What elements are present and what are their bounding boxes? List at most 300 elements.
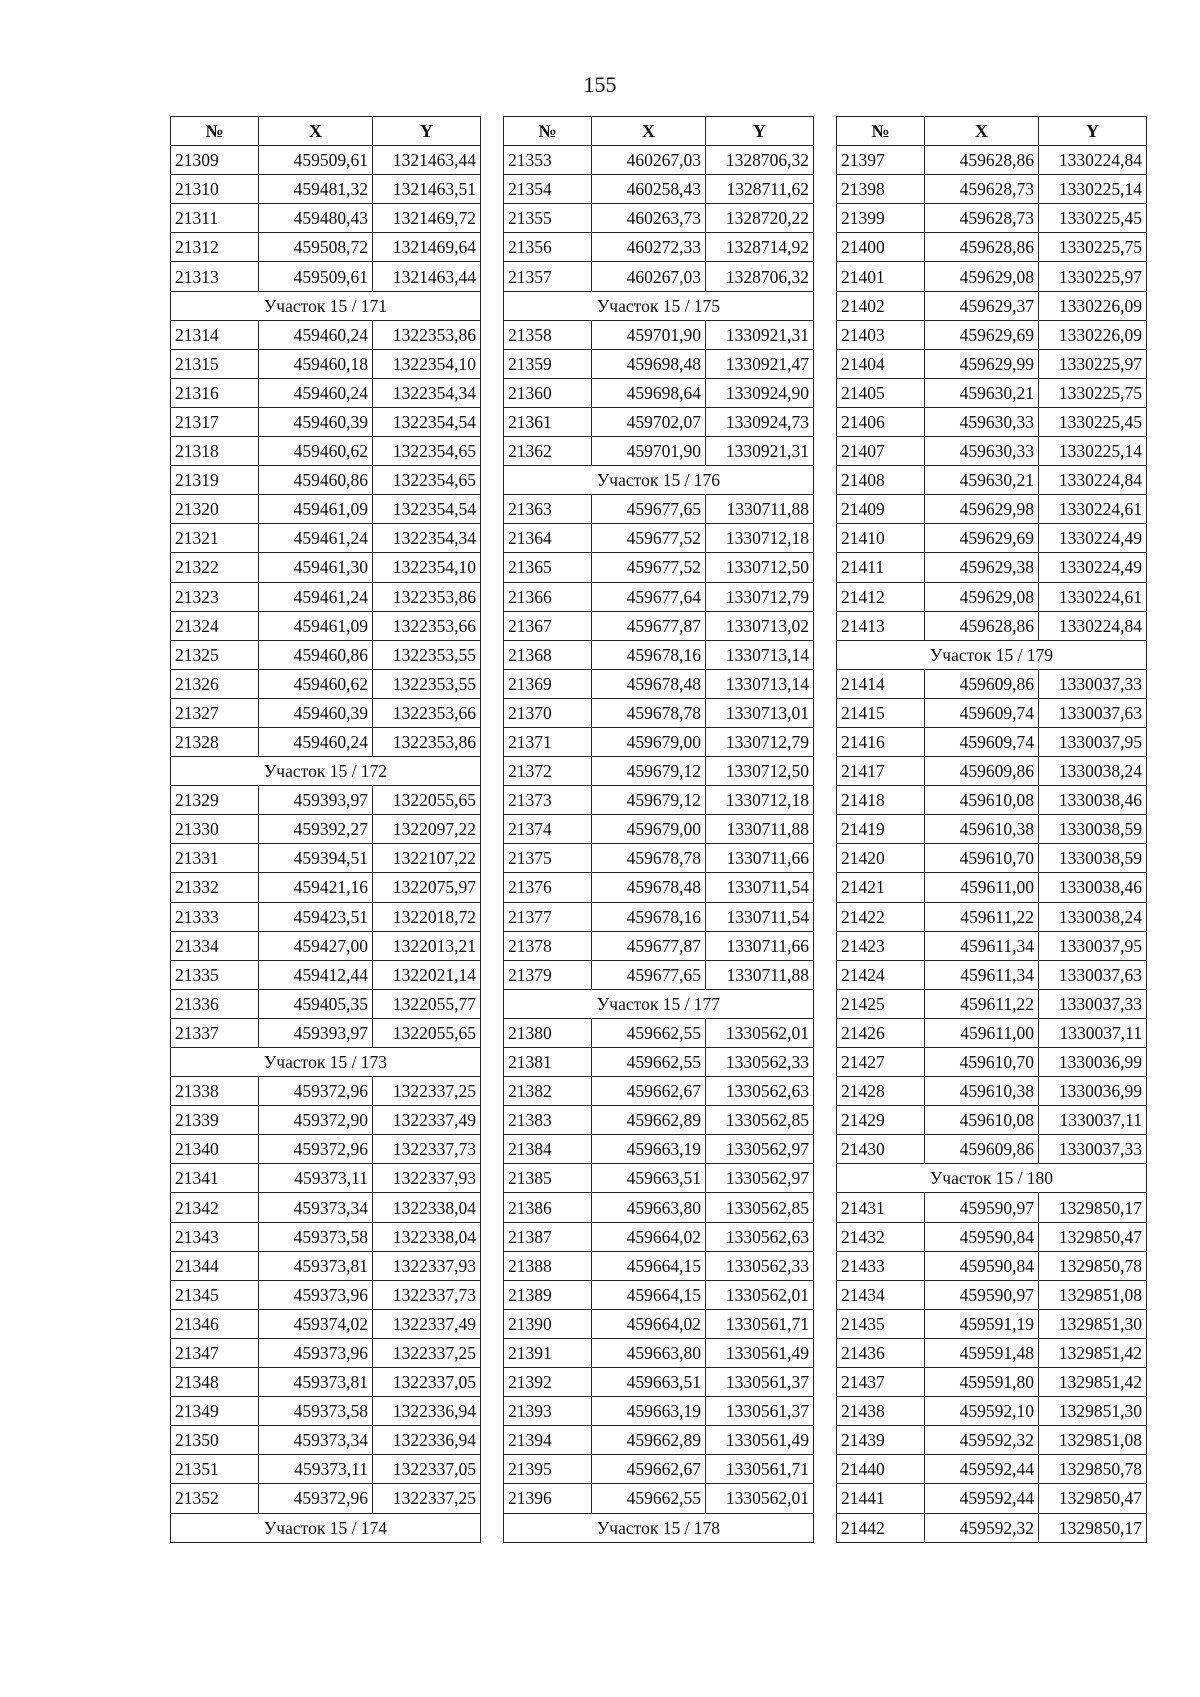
point-number-cell: 21319: [171, 466, 259, 495]
table-row: [171, 727, 481, 756]
section-row: [171, 757, 481, 786]
table-row: [171, 175, 481, 204]
y-coordinate-cell: 1321463,51: [373, 175, 481, 204]
point-number-cell: 21332: [171, 873, 259, 902]
point-number-cell: 21358: [504, 320, 592, 349]
y-coordinate-cell: 1322354,65: [373, 466, 481, 495]
table-row: [837, 873, 1147, 902]
y-coordinate-cell: 1322353,55: [373, 669, 481, 698]
table-row: [837, 204, 1147, 233]
table-row: [837, 407, 1147, 436]
x-coordinate-cell: 459592,32: [925, 1426, 1039, 1455]
point-number-cell: 21314: [171, 320, 259, 349]
table-row: [504, 727, 814, 756]
point-number-cell: 21404: [837, 349, 925, 378]
page-number: 155: [583, 72, 617, 97]
table-row: [504, 524, 814, 553]
y-coordinate-cell: 1330225,75: [1039, 378, 1147, 407]
point-number-cell: 21439: [837, 1426, 925, 1455]
x-coordinate-cell: 459373,96: [259, 1280, 373, 1309]
point-number-cell: 21365: [504, 553, 592, 582]
y-coordinate-cell: 1330562,33: [706, 1048, 814, 1077]
point-number-cell: 21387: [504, 1222, 592, 1251]
point-number-cell: 21438: [837, 1397, 925, 1426]
table-row: [504, 1484, 814, 1513]
table-row: [504, 815, 814, 844]
x-coordinate-cell: 459393,97: [259, 1018, 373, 1047]
table-row: [171, 437, 481, 466]
table-row: [837, 727, 1147, 756]
header-number: №: [837, 117, 925, 146]
point-number-cell: 21322: [171, 553, 259, 582]
point-number-cell: 21331: [171, 844, 259, 873]
point-number-cell: 21440: [837, 1455, 925, 1484]
x-coordinate-cell: 459677,65: [592, 960, 706, 989]
x-coordinate-cell: 459609,74: [925, 698, 1039, 727]
x-coordinate-cell: 460267,03: [592, 262, 706, 291]
y-coordinate-cell: 1330037,95: [1039, 931, 1147, 960]
x-coordinate-cell: 459663,80: [592, 1338, 706, 1367]
x-coordinate-cell: 459678,16: [592, 640, 706, 669]
table-row: [504, 1368, 814, 1397]
point-number-cell: 21342: [171, 1193, 259, 1222]
point-number-cell: 21373: [504, 786, 592, 815]
section-title: Участок 15 / 179: [837, 640, 1147, 669]
point-number-cell: 21406: [837, 407, 925, 436]
table-header-row: [504, 117, 814, 146]
table-row: [837, 1309, 1147, 1338]
y-coordinate-cell: 1330561,71: [706, 1309, 814, 1338]
point-number-cell: 21341: [171, 1164, 259, 1193]
x-coordinate-cell: 459372,90: [259, 1106, 373, 1135]
y-coordinate-cell: 1330037,95: [1039, 727, 1147, 756]
x-coordinate-cell: 459629,98: [925, 495, 1039, 524]
x-coordinate-cell: 459662,55: [592, 1018, 706, 1047]
table-row: [171, 1251, 481, 1280]
x-coordinate-cell: 459629,08: [925, 262, 1039, 291]
table-row: [837, 1106, 1147, 1135]
x-coordinate-cell: 459374,02: [259, 1309, 373, 1338]
y-coordinate-cell: 1322354,34: [373, 524, 481, 553]
point-number-cell: 21357: [504, 262, 592, 291]
y-coordinate-cell: 1330712,79: [706, 582, 814, 611]
y-coordinate-cell: 1321469,72: [373, 204, 481, 233]
x-coordinate-cell: 459662,67: [592, 1455, 706, 1484]
table-row: [837, 1513, 1147, 1542]
section-title: Участок 15 / 173: [171, 1048, 481, 1077]
x-coordinate-cell: 459373,81: [259, 1368, 373, 1397]
table-row: [504, 553, 814, 582]
x-coordinate-cell: 459677,87: [592, 611, 706, 640]
point-number-cell: 21417: [837, 757, 925, 786]
y-coordinate-cell: 1322353,86: [373, 320, 481, 349]
y-coordinate-cell: 1330921,31: [706, 437, 814, 466]
point-number-cell: 21388: [504, 1251, 592, 1280]
table-row: [171, 407, 481, 436]
table-row: [171, 815, 481, 844]
y-coordinate-cell: 1322337,25: [373, 1338, 481, 1367]
table-row: [837, 902, 1147, 931]
point-number-cell: 21363: [504, 495, 592, 524]
y-coordinate-cell: 1328706,32: [706, 262, 814, 291]
x-coordinate-cell: 459591,48: [925, 1338, 1039, 1367]
table-row: [171, 989, 481, 1018]
point-number-cell: 21370: [504, 698, 592, 727]
y-coordinate-cell: 1322336,94: [373, 1426, 481, 1455]
table-row: [504, 262, 814, 291]
table-row: [837, 1338, 1147, 1367]
table-header-row: [171, 117, 481, 146]
y-coordinate-cell: 1322337,05: [373, 1368, 481, 1397]
y-coordinate-cell: 1330225,75: [1039, 233, 1147, 262]
x-coordinate-cell: 459412,44: [259, 960, 373, 989]
point-number-cell: 21320: [171, 495, 259, 524]
y-coordinate-cell: 1330224,49: [1039, 553, 1147, 582]
y-coordinate-cell: 1330713,01: [706, 698, 814, 727]
x-coordinate-cell: 459373,58: [259, 1222, 373, 1251]
y-coordinate-cell: 1330226,09: [1039, 320, 1147, 349]
point-number-cell: 21420: [837, 844, 925, 873]
table-row: [504, 786, 814, 815]
table-row: [171, 1309, 481, 1338]
table-row: [171, 349, 481, 378]
point-number-cell: 21412: [837, 582, 925, 611]
table-row: [837, 1397, 1147, 1426]
table-header-row: [837, 117, 1147, 146]
section-title: Участок 15 / 174: [171, 1513, 481, 1542]
table-row: [504, 582, 814, 611]
y-coordinate-cell: 1322336,94: [373, 1397, 481, 1426]
point-number-cell: 21421: [837, 873, 925, 902]
y-coordinate-cell: 1330713,14: [706, 669, 814, 698]
x-coordinate-cell: 459405,35: [259, 989, 373, 1018]
x-coordinate-cell: 459611,34: [925, 960, 1039, 989]
y-coordinate-cell: 1322337,25: [373, 1484, 481, 1513]
table-row: [837, 786, 1147, 815]
x-coordinate-cell: 459611,22: [925, 902, 1039, 931]
y-coordinate-cell: 1330036,99: [1039, 1077, 1147, 1106]
x-coordinate-cell: 459460,86: [259, 466, 373, 495]
table-row: [504, 320, 814, 349]
table-row: [504, 1338, 814, 1367]
x-coordinate-cell: 459678,78: [592, 698, 706, 727]
x-coordinate-cell: 459423,51: [259, 902, 373, 931]
point-number-cell: 21347: [171, 1338, 259, 1367]
y-coordinate-cell: 1330713,02: [706, 611, 814, 640]
table-row: [504, 669, 814, 698]
point-number-cell: 21409: [837, 495, 925, 524]
point-number-cell: 21310: [171, 175, 259, 204]
header-y: Y: [1039, 117, 1147, 146]
y-coordinate-cell: 1330037,33: [1039, 989, 1147, 1018]
y-coordinate-cell: 1330562,63: [706, 1077, 814, 1106]
table-row: [504, 960, 814, 989]
y-coordinate-cell: 1330712,50: [706, 757, 814, 786]
point-number-cell: 21379: [504, 960, 592, 989]
x-coordinate-cell: 459628,86: [925, 146, 1039, 175]
x-coordinate-cell: 459372,96: [259, 1077, 373, 1106]
point-number-cell: 21350: [171, 1426, 259, 1455]
point-number-cell: 21416: [837, 727, 925, 756]
x-coordinate-cell: 459509,61: [259, 262, 373, 291]
point-number-cell: 21423: [837, 931, 925, 960]
header-x: X: [259, 117, 373, 146]
x-coordinate-cell: 459630,21: [925, 378, 1039, 407]
table-row: [504, 1251, 814, 1280]
table-row: [171, 902, 481, 931]
y-coordinate-cell: 1330225,45: [1039, 407, 1147, 436]
header-y: Y: [373, 117, 481, 146]
x-coordinate-cell: 459592,44: [925, 1455, 1039, 1484]
point-number-cell: 21436: [837, 1338, 925, 1367]
x-coordinate-cell: 460258,43: [592, 175, 706, 204]
point-number-cell: 21311: [171, 204, 259, 233]
table-row: [837, 146, 1147, 175]
y-coordinate-cell: 1330225,45: [1039, 204, 1147, 233]
y-coordinate-cell: 1330037,33: [1039, 669, 1147, 698]
table-row: [837, 757, 1147, 786]
x-coordinate-cell: 459591,19: [925, 1309, 1039, 1338]
point-number-cell: 21432: [837, 1222, 925, 1251]
y-coordinate-cell: 1322021,14: [373, 960, 481, 989]
coordinates-table: [836, 116, 1147, 1543]
y-coordinate-cell: 1330036,99: [1039, 1048, 1147, 1077]
point-number-cell: 21375: [504, 844, 592, 873]
table-row: [171, 1193, 481, 1222]
y-coordinate-cell: 1322018,72: [373, 902, 481, 931]
y-coordinate-cell: 1329851,30: [1039, 1309, 1147, 1338]
table-row: [171, 873, 481, 902]
y-coordinate-cell: 1330711,66: [706, 931, 814, 960]
x-coordinate-cell: 459610,08: [925, 786, 1039, 815]
point-number-cell: 21442: [837, 1513, 925, 1542]
point-number-cell: 21371: [504, 727, 592, 756]
y-coordinate-cell: 1322353,66: [373, 698, 481, 727]
point-number-cell: 21329: [171, 786, 259, 815]
x-coordinate-cell: 459610,38: [925, 815, 1039, 844]
y-coordinate-cell: 1321463,44: [373, 262, 481, 291]
point-number-cell: 21330: [171, 815, 259, 844]
table-row: [504, 378, 814, 407]
table-row: [837, 815, 1147, 844]
point-number-cell: 21410: [837, 524, 925, 553]
y-coordinate-cell: 1330038,46: [1039, 786, 1147, 815]
x-coordinate-cell: 459508,72: [259, 233, 373, 262]
x-coordinate-cell: 459677,65: [592, 495, 706, 524]
coordinates-table: [170, 116, 481, 1543]
y-coordinate-cell: 1322337,49: [373, 1309, 481, 1338]
table-row: [171, 931, 481, 960]
table-row: [837, 320, 1147, 349]
point-number-cell: 21326: [171, 669, 259, 698]
y-coordinate-cell: 1330225,14: [1039, 437, 1147, 466]
x-coordinate-cell: 459372,96: [259, 1135, 373, 1164]
x-coordinate-cell: 459629,69: [925, 524, 1039, 553]
y-coordinate-cell: 1330712,18: [706, 786, 814, 815]
x-coordinate-cell: 459592,10: [925, 1397, 1039, 1426]
y-coordinate-cell: 1322107,22: [373, 844, 481, 873]
x-coordinate-cell: 459628,73: [925, 204, 1039, 233]
point-number-cell: 21353: [504, 146, 592, 175]
y-coordinate-cell: 1329851,42: [1039, 1338, 1147, 1367]
table-row: [837, 291, 1147, 320]
point-number-cell: 21435: [837, 1309, 925, 1338]
table-row: [171, 495, 481, 524]
x-coordinate-cell: 459373,34: [259, 1426, 373, 1455]
x-coordinate-cell: 459373,11: [259, 1164, 373, 1193]
section-title: Участок 15 / 172: [171, 757, 481, 786]
y-coordinate-cell: 1322013,21: [373, 931, 481, 960]
table-row: [504, 495, 814, 524]
header-x: X: [925, 117, 1039, 146]
point-number-cell: 21334: [171, 931, 259, 960]
point-number-cell: 21402: [837, 291, 925, 320]
table-row: [171, 844, 481, 873]
x-coordinate-cell: 459702,07: [592, 407, 706, 436]
y-coordinate-cell: 1330224,84: [1039, 611, 1147, 640]
x-coordinate-cell: 460267,03: [592, 146, 706, 175]
point-number-cell: 21403: [837, 320, 925, 349]
x-coordinate-cell: 459629,37: [925, 291, 1039, 320]
point-number-cell: 21437: [837, 1368, 925, 1397]
x-coordinate-cell: 459663,51: [592, 1164, 706, 1193]
table-row: [171, 378, 481, 407]
section-title: Участок 15 / 180: [837, 1164, 1147, 1193]
table-row: [504, 175, 814, 204]
x-coordinate-cell: 459701,90: [592, 320, 706, 349]
point-number-cell: 21405: [837, 378, 925, 407]
table-row: [504, 1018, 814, 1047]
y-coordinate-cell: 1322055,77: [373, 989, 481, 1018]
y-coordinate-cell: 1330924,90: [706, 378, 814, 407]
point-number-cell: 21361: [504, 407, 592, 436]
x-coordinate-cell: 459664,15: [592, 1251, 706, 1280]
y-coordinate-cell: 1322354,54: [373, 495, 481, 524]
point-number-cell: 21431: [837, 1193, 925, 1222]
table-row: [837, 233, 1147, 262]
x-coordinate-cell: 459373,34: [259, 1193, 373, 1222]
point-number-cell: 21337: [171, 1018, 259, 1047]
y-coordinate-cell: 1330038,24: [1039, 757, 1147, 786]
section-title: Участок 15 / 176: [504, 466, 814, 495]
x-coordinate-cell: 459678,48: [592, 669, 706, 698]
table-row: [837, 1455, 1147, 1484]
x-coordinate-cell: 459460,86: [259, 640, 373, 669]
y-coordinate-cell: 1330562,33: [706, 1251, 814, 1280]
y-coordinate-cell: 1322337,93: [373, 1164, 481, 1193]
point-number-cell: 21381: [504, 1048, 592, 1077]
x-coordinate-cell: 459609,86: [925, 669, 1039, 698]
section-row: [837, 1164, 1147, 1193]
y-coordinate-cell: 1330711,88: [706, 495, 814, 524]
x-coordinate-cell: 459427,00: [259, 931, 373, 960]
y-coordinate-cell: 1330924,73: [706, 407, 814, 436]
coordinates-table: [503, 116, 814, 1543]
table-row: [171, 1455, 481, 1484]
x-coordinate-cell: 459461,09: [259, 611, 373, 640]
coordinates-table-column-2: [503, 116, 814, 1543]
table-row: [837, 466, 1147, 495]
point-number-cell: 21327: [171, 698, 259, 727]
y-coordinate-cell: 1330562,01: [706, 1280, 814, 1309]
point-number-cell: 21418: [837, 786, 925, 815]
y-coordinate-cell: 1330225,14: [1039, 175, 1147, 204]
y-coordinate-cell: 1329850,47: [1039, 1222, 1147, 1251]
table-row: [171, 1368, 481, 1397]
x-coordinate-cell: 459394,51: [259, 844, 373, 873]
y-coordinate-cell: 1330562,63: [706, 1222, 814, 1251]
table-row: [171, 698, 481, 727]
y-coordinate-cell: 1330037,11: [1039, 1106, 1147, 1135]
table-row: [837, 1280, 1147, 1309]
y-coordinate-cell: 1330562,97: [706, 1164, 814, 1193]
point-number-cell: 21317: [171, 407, 259, 436]
y-coordinate-cell: 1330562,01: [706, 1484, 814, 1513]
x-coordinate-cell: 459629,08: [925, 582, 1039, 611]
x-coordinate-cell: 459698,64: [592, 378, 706, 407]
point-number-cell: 21392: [504, 1368, 592, 1397]
x-coordinate-cell: 459662,89: [592, 1426, 706, 1455]
table-row: [171, 1280, 481, 1309]
point-number-cell: 21344: [171, 1251, 259, 1280]
point-number-cell: 21343: [171, 1222, 259, 1251]
y-coordinate-cell: 1329850,17: [1039, 1193, 1147, 1222]
table-row: [171, 466, 481, 495]
point-number-cell: 21396: [504, 1484, 592, 1513]
coordinates-table-column-1: [170, 116, 481, 1543]
table-row: [837, 1251, 1147, 1280]
point-number-cell: 21362: [504, 437, 592, 466]
x-coordinate-cell: 459610,08: [925, 1106, 1039, 1135]
x-coordinate-cell: 459677,52: [592, 524, 706, 553]
y-coordinate-cell: 1330712,50: [706, 553, 814, 582]
y-coordinate-cell: 1330561,49: [706, 1426, 814, 1455]
header-x: X: [592, 117, 706, 146]
y-coordinate-cell: 1322353,86: [373, 727, 481, 756]
x-coordinate-cell: 459663,19: [592, 1397, 706, 1426]
point-number-cell: 21376: [504, 873, 592, 902]
table-row: [171, 262, 481, 291]
point-number-cell: 21349: [171, 1397, 259, 1426]
y-coordinate-cell: 1330226,09: [1039, 291, 1147, 320]
y-coordinate-cell: 1322338,04: [373, 1193, 481, 1222]
table-row: [837, 989, 1147, 1018]
table-row: [171, 1106, 481, 1135]
table-row: [837, 1426, 1147, 1455]
x-coordinate-cell: 459373,11: [259, 1455, 373, 1484]
table-row: [171, 204, 481, 233]
point-number-cell: 21399: [837, 204, 925, 233]
y-coordinate-cell: 1330711,66: [706, 844, 814, 873]
section-title: Участок 15 / 175: [504, 291, 814, 320]
x-coordinate-cell: 459421,16: [259, 873, 373, 902]
x-coordinate-cell: 459591,80: [925, 1368, 1039, 1397]
table-row: [837, 1077, 1147, 1106]
y-coordinate-cell: 1322338,04: [373, 1222, 481, 1251]
y-coordinate-cell: 1330037,11: [1039, 1018, 1147, 1047]
table-row: [504, 1426, 814, 1455]
x-coordinate-cell: 459663,51: [592, 1368, 706, 1397]
x-coordinate-cell: 459662,55: [592, 1048, 706, 1077]
section-row: [504, 1513, 814, 1542]
section-title: Участок 15 / 178: [504, 1513, 814, 1542]
x-coordinate-cell: 459679,00: [592, 815, 706, 844]
point-number-cell: 21390: [504, 1309, 592, 1338]
x-coordinate-cell: 459460,39: [259, 698, 373, 727]
x-coordinate-cell: 459630,33: [925, 407, 1039, 436]
point-number-cell: 21429: [837, 1106, 925, 1135]
y-coordinate-cell: 1322337,73: [373, 1280, 481, 1309]
